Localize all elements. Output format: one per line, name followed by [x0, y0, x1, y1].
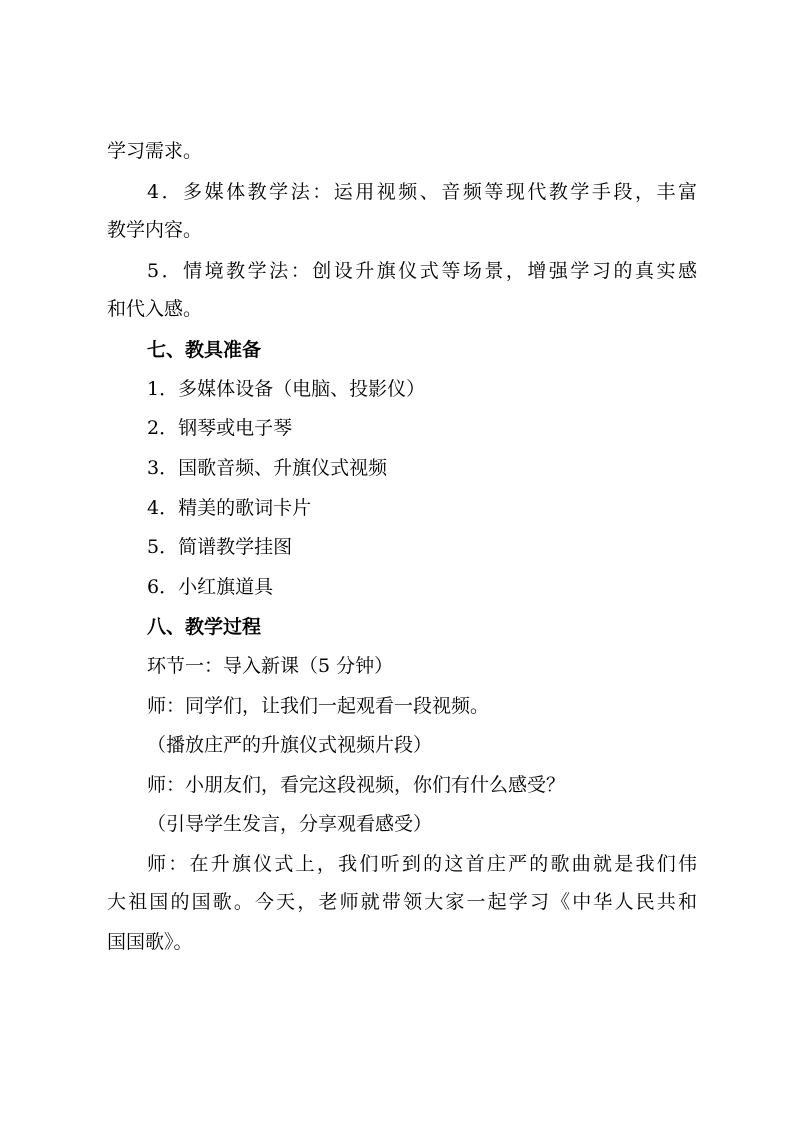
teacher-line: 师：小朋友们，看完这段视频，你们有什么感受？ — [147, 774, 566, 796]
aid-item-2: 2．钢琴或电子琴 — [147, 417, 293, 439]
aid-item-3: 3．国歌音频、升旗仪式视频 — [147, 457, 388, 479]
teacher-line-paragraph-line-3: 国国歌》。 — [107, 931, 193, 953]
aid-item-1: 1．多媒体设备（电脑、投影仪） — [147, 378, 426, 400]
step-title: 环节一：导入新课（5 分钟） — [147, 655, 394, 677]
method-item-5-line-1: 5．情境教学法：创设升旗仪式等场景，增强学习的真实感 — [147, 260, 697, 282]
stage-direction: （播放庄严的升旗仪式视频片段） — [147, 734, 433, 756]
stage-direction: （引导学生发言，分享观看感受） — [147, 813, 433, 835]
aid-item-4: 4．精美的歌词卡片 — [147, 497, 312, 519]
method-item-5-line-2: 和代入感。 — [107, 298, 203, 320]
section-heading-teaching-aids: 七、教具准备 — [147, 339, 262, 361]
paragraph-line: 学习需求。 — [107, 140, 203, 162]
method-item-4-line-1: 4．多媒体教学法：运用视频、音频等现代教学手段，丰富 — [147, 181, 697, 203]
teacher-line: 师：同学们，让我们一起观看一段视频。 — [147, 695, 490, 717]
section-heading-teaching-process: 八、教学过程 — [147, 616, 262, 638]
teacher-line-paragraph-line-2: 大祖国的国歌。今天，老师就带领大家一起学习《中华人民共和 — [107, 891, 697, 913]
method-item-4-line-2: 教学内容。 — [107, 219, 203, 241]
aid-item-6: 6．小红旗道具 — [147, 576, 274, 598]
teacher-line-paragraph-line-1: 师：在升旗仪式上，我们听到的这首庄严的歌曲就是我们伟 — [147, 853, 697, 875]
aid-item-5: 5．简谱教学挂图 — [147, 536, 293, 558]
